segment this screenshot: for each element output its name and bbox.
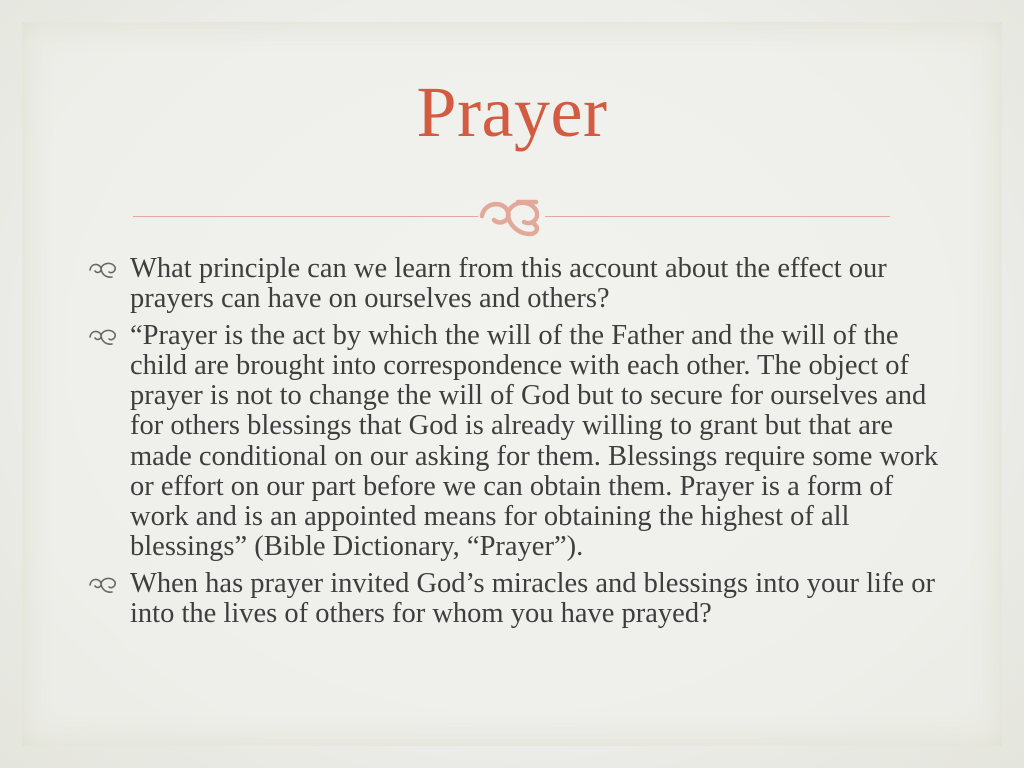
bullet-text: “Prayer is the act by which the will of the Father and the will of the child are brought into correspondence with each other. The object of prayer is not to change the will of God but to secure for ourselves and for others blessings that God is already willing to grant but that are made conditional on our asking for them. Blessings require some work or effort on our part before we can obtain them. Prayer is a form of work and is an appointed means for obtaining the highest of all blessings” (Bible Dictionary, “Prayer”). (130, 320, 939, 562)
title-divider-left (133, 216, 478, 217)
fleuron-icon (478, 194, 545, 240)
fleuron-bullet-icon (88, 260, 118, 280)
list-item (88, 569, 948, 629)
bullet-text: When has prayer invited God’s miracles and blessings into your life or into the lives of others for whom you have prayed? (130, 567, 935, 630)
fleuron-bullet-icon (88, 327, 118, 347)
bullet-list (88, 254, 948, 636)
fleuron-bullet-icon (88, 575, 118, 595)
slide-title: Prayer (416, 72, 608, 152)
bullet-text: What principle can we learn from this account about the effect our prayers can have on ourselves and others? (130, 253, 887, 315)
list-item (88, 321, 948, 562)
list-item (88, 254, 948, 314)
title-divider-right (545, 216, 890, 217)
